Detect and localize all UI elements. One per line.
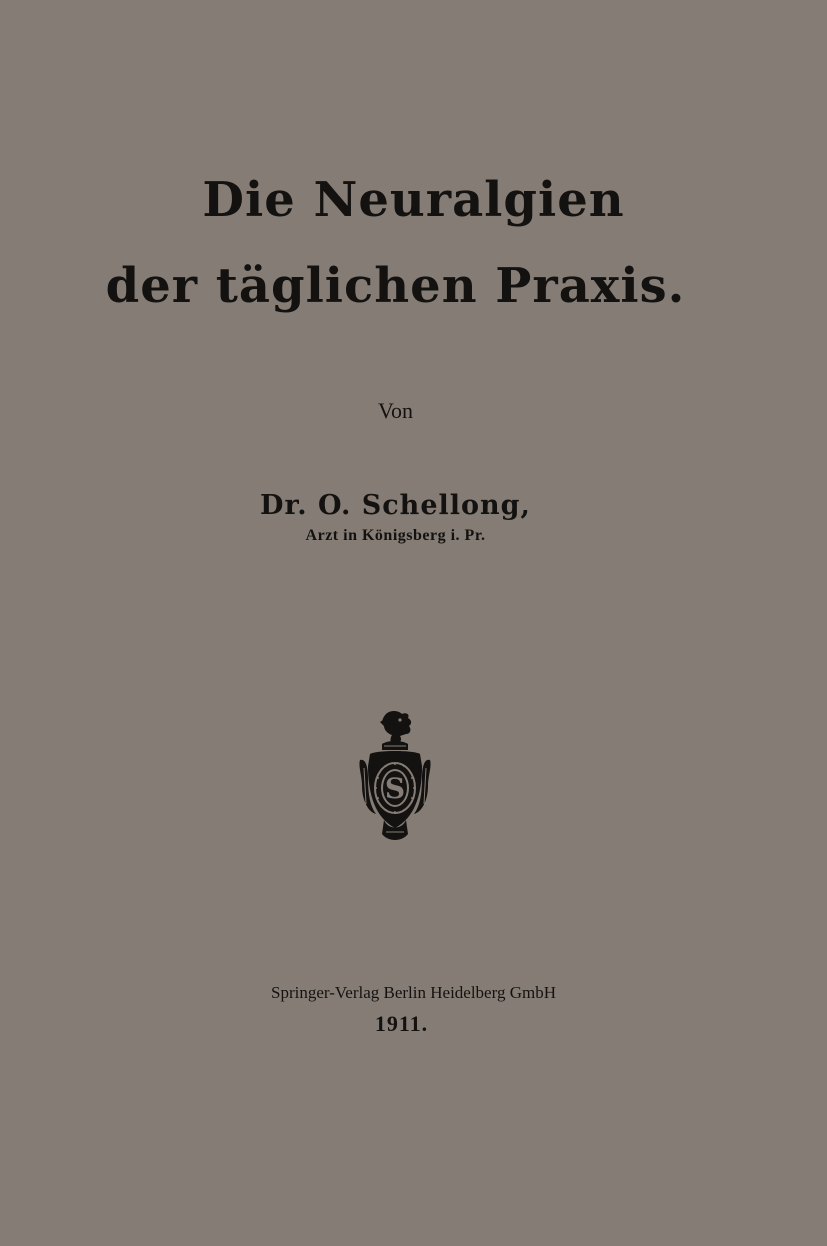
publication-year: 1911. — [374, 1011, 429, 1036]
author-affiliation: Arzt in Königsberg i. Pr. — [305, 527, 486, 544]
emblem-monogram: S — [384, 772, 406, 805]
book-title-line-1: Die Neuralgien — [202, 172, 625, 228]
springer-horse-emblem-icon — [356, 708, 434, 844]
author-name: Dr. O. Schellong, — [260, 490, 531, 521]
by-line: Von — [377, 398, 414, 423]
publisher: Springer-Verlag Berlin Heidelberg GmbH — [271, 983, 556, 1002]
book-title-line-2: der täglichen Praxis. — [105, 258, 686, 314]
